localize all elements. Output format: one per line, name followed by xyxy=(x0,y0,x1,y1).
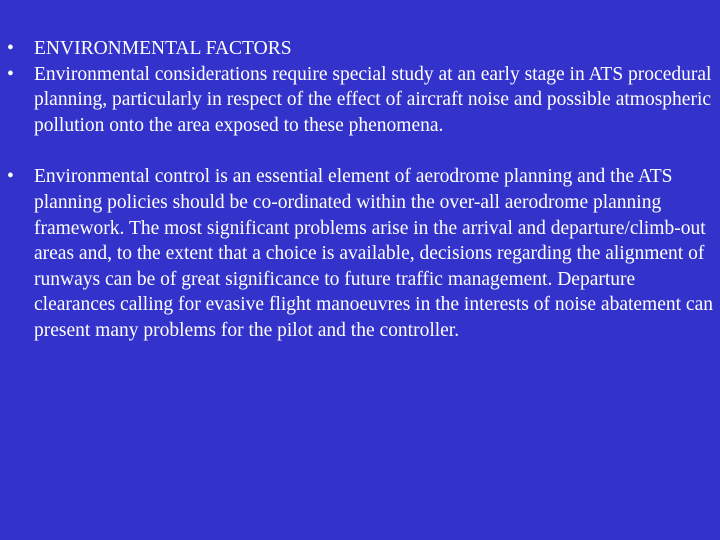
bullet-text: Environmental control is an essential element of aerodrome planning and the ATS planning policies should be co-ordinated within the over-all aerodrome planning framework. The most significant problems arise in the arrival and departure/climb-out areas and, to the extent that a choice is available, decisions regarding the alignment of runways can be of great significance to future traffic management. Departure clearances calling for evasive flight manoeuvres in the interests of noise abatement can present many problems for the pilot and the controller. xyxy=(34,166,713,341)
bullet-item-heading xyxy=(7,36,719,62)
bullet-item-control xyxy=(7,164,719,343)
bullet-icon: • xyxy=(7,63,14,85)
slide-heading: ENVIRONMENTAL FACTORS xyxy=(34,38,292,59)
bullet-list xyxy=(7,36,719,344)
bullet-icon: • xyxy=(7,166,14,188)
bullet-icon: • xyxy=(7,38,14,59)
bullet-item-considerations xyxy=(7,62,719,139)
bullet-text: Environmental considerations require special study at an early stage in ATS procedural planning, particularly in respect of the effect of aircraft noise and possible atmospheric pollution onto the area exposed to these phenomena. xyxy=(34,63,712,136)
